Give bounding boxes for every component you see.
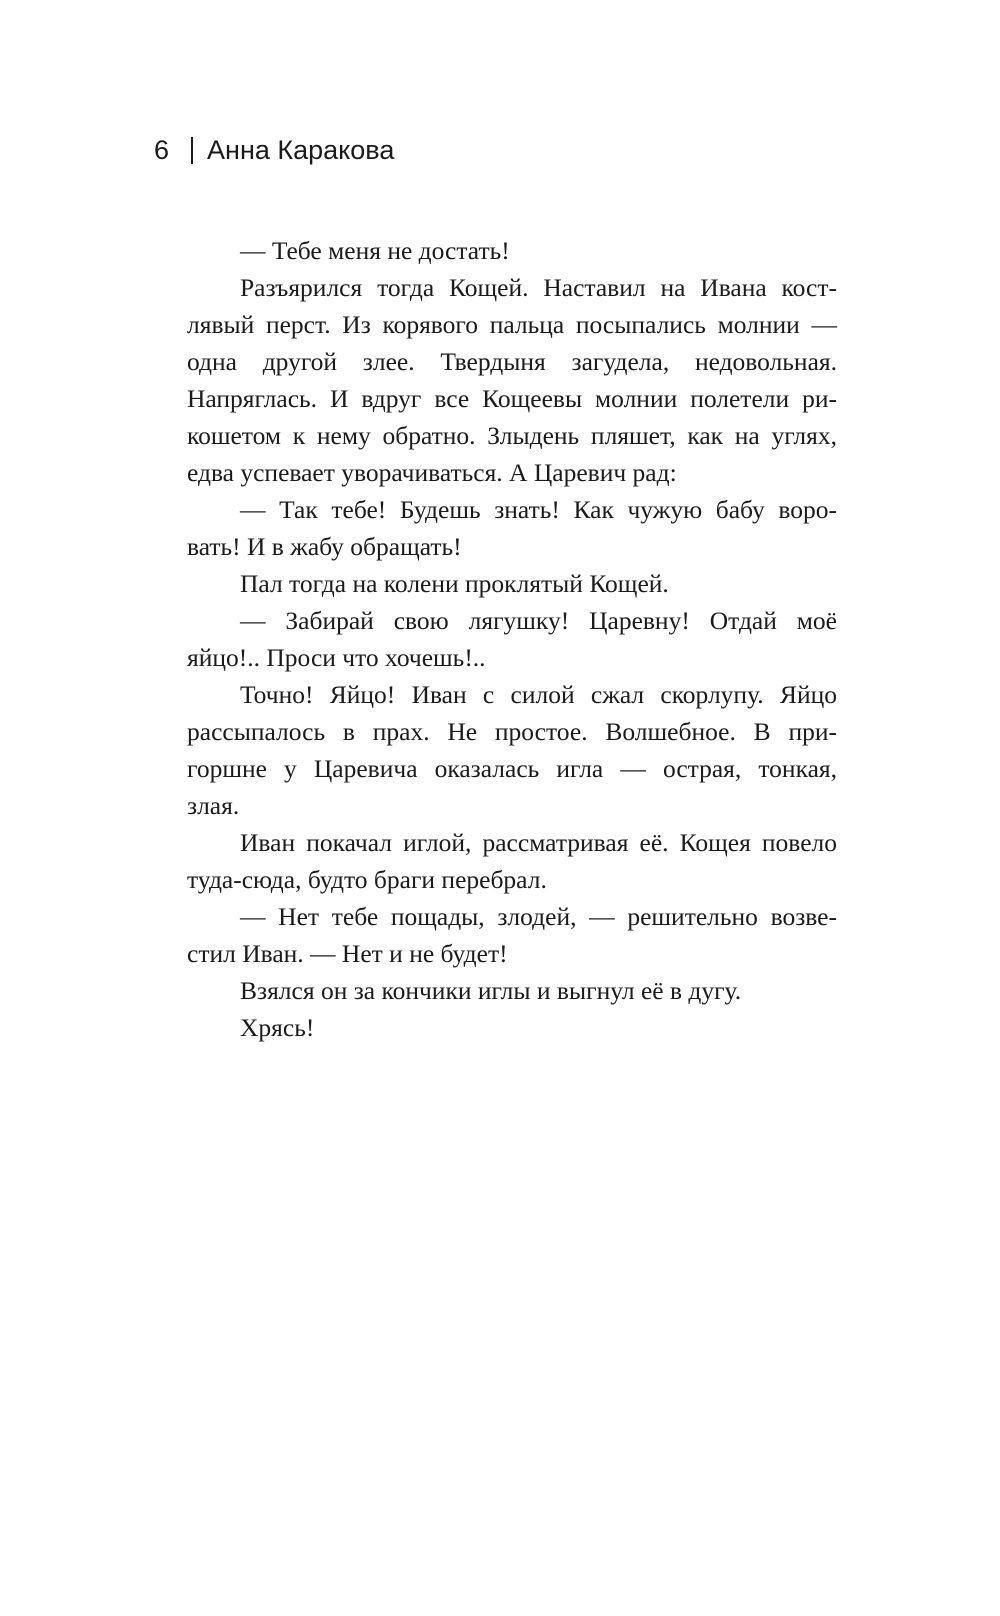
author-name: Анна Каракова (207, 134, 395, 165)
header-divider (191, 137, 193, 164)
text-line: Пал тогда на колени проклятый Кощей. (240, 569, 669, 598)
body-text (187, 232, 837, 1046)
text-line: Взялся он за кончики иглы и выгнул её в дугу. (240, 976, 742, 1005)
text-line: Напряглась. И вдруг все Кощеевы молнии полетели ри- (187, 384, 837, 413)
text-line: вать! И в жабу обращать! (187, 532, 462, 561)
page-number: 6 (154, 134, 170, 165)
text-line: — Так тебе! Будешь знать! Как чужую бабу воро- (240, 495, 837, 524)
text-line: туда-сюда, будто браги перебрал. (187, 865, 547, 894)
text-line: Иван покачал иглой, рассматривая её. Кощея повело (240, 828, 837, 857)
text-line: Разъярился тогда Кощей. Наставил на Ивана кост- (240, 273, 837, 302)
text-line: горшне у Царевича оказалась игла — острая, тонкая, (187, 754, 837, 783)
text-line: — Нет тебе пощады, злодей, — решительно возве- (240, 902, 837, 931)
text-line: рассыпалось в прах. Не простое. Волшебное. В при- (187, 717, 837, 746)
text-line: Хрясь! (240, 1013, 315, 1042)
text-line: злая. (187, 791, 240, 820)
running-head (154, 130, 394, 170)
text-line: — Забирай свою лягушку! Царевну! Отдай моё (240, 606, 837, 635)
text-line: — Тебе меня не достать! (240, 236, 510, 265)
text-line: лявый перст. Из корявого пальца посыпались молнии — (187, 310, 837, 339)
text-line: стил Иван. — Нет и не будет! (187, 939, 508, 968)
text-line: одна другой злее. Твердыня загудела, недовольная. (187, 347, 837, 376)
text-line: едва успевает уворачиваться. А Царевич рад: (187, 458, 677, 487)
text-line: Точно! Яйцо! Иван с силой сжал скорлупу. Яйцо (240, 680, 837, 709)
text-line: кошетом к нему обратно. Злыдень пляшет, как на углях, (187, 421, 837, 450)
text-line: яйцо!.. Проси что хочешь!.. (187, 643, 486, 672)
